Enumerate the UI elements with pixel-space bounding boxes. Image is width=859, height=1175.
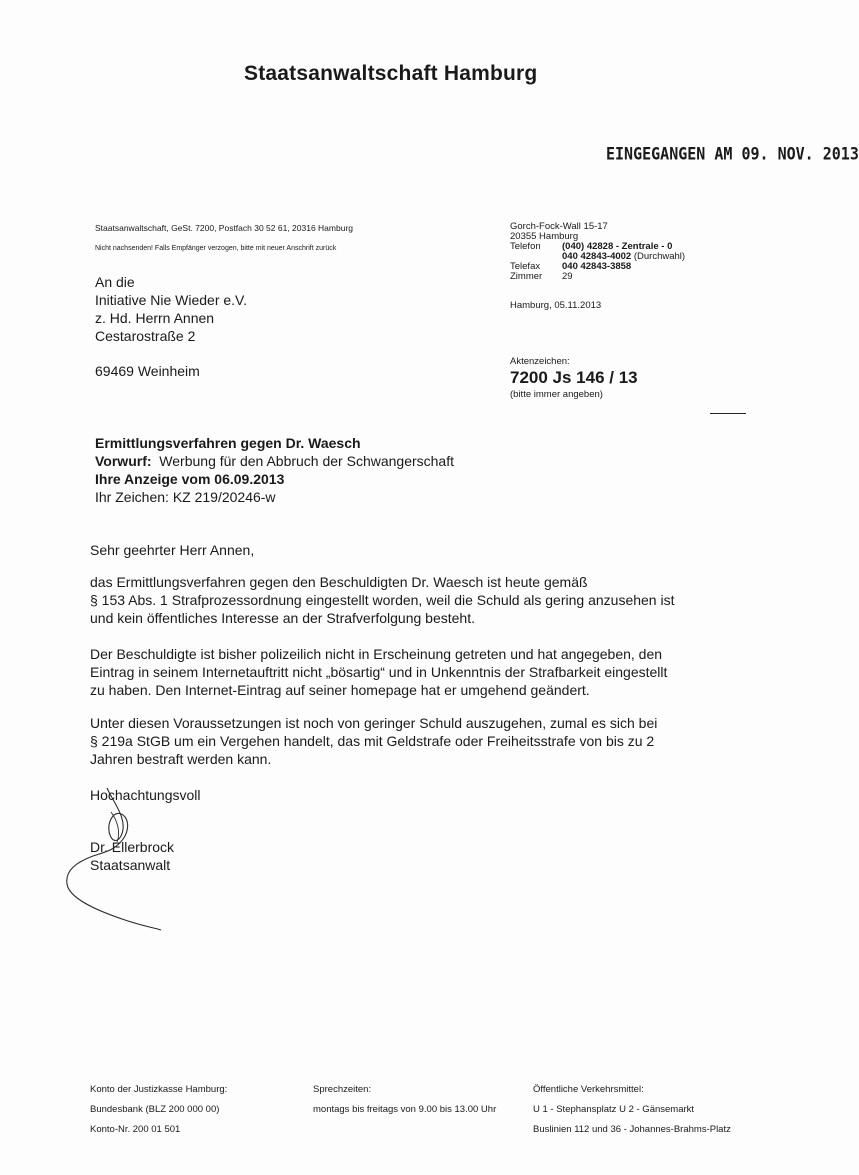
paragraph-line: und kein öffentliches Interesse an der Strafverfolgung besteht. <box>90 610 475 626</box>
received-stamp: EINGEGANGEN AM 09. NOV. 2013 <box>606 143 859 165</box>
paragraph-line: zu haben. Den Internet-Eintrag auf seiner homepage hat er umgehend geändert. <box>90 682 590 698</box>
footer-bank <box>90 1080 227 1140</box>
contact-block <box>510 222 685 282</box>
recipient-line: An die <box>95 274 135 290</box>
subject-line: Ermittlungsverfahren gegen Dr. Waesch <box>95 435 361 451</box>
footer-line: U 1 - Stephansplatz U 2 - Gänsemarkt <box>533 1104 695 1115</box>
footer-line: Sprechzeiten: <box>313 1084 372 1095</box>
recipient-address <box>95 273 247 345</box>
vorwurf-value: Werbung für den Abbruch der Schwangerschaft <box>159 453 454 469</box>
paragraph-line: § 219a StGB um ein Vergehen handelt, das mit Geldstrafe oder Freiheitsstrafe von bis zu 2 <box>90 733 655 749</box>
paragraph <box>90 573 674 627</box>
footer-line: Konto-Nr. 200 01 501 <box>90 1124 181 1135</box>
paragraph-line: Eintrag in seinem Internetauftritt nicht „bösartig“ und in Unkenntnis der Strafbarkeit eingestellt <box>90 664 668 680</box>
paragraph-line: § 153 Abs. 1 Strafprozessordnung eingestellt worden, weil die Schuld als gering anzusehen ist <box>90 592 675 608</box>
closing: Hochachtungsvoll <box>90 787 201 803</box>
durchwahl-number: 040 42843-4002 <box>562 251 632 262</box>
aktenzeichen-note: (bitte immer angeben) <box>510 389 603 400</box>
vorwurf-label: Vorwurf: <box>95 453 152 469</box>
telefax-label: Telefax <box>510 261 541 272</box>
recipient-line: Cestarostraße 2 <box>95 328 196 344</box>
paragraph-line: Unter diesen Voraussetzungen ist noch von geringer Schuld auszugehen, zumal es sich bei <box>90 715 658 731</box>
footer-line: montags bis freitags von 9.00 bis 13.00 Uhr <box>313 1104 497 1115</box>
subject-block <box>95 434 454 506</box>
subject-line: Ihre Anzeige vom 06.09.2013 <box>95 471 285 487</box>
page-title: Staatsanwaltschaft Hamburg <box>244 62 538 85</box>
recipient-line: z. Hd. Herrn Annen <box>95 310 215 326</box>
footer-line: Konto der Justizkasse Hamburg: <box>90 1084 228 1095</box>
fold-mark <box>710 413 746 414</box>
zimmer-value: 29 <box>562 271 573 282</box>
subject-line: Ihr Zeichen: KZ 219/20246-w <box>95 489 276 505</box>
signer-title: Staatsanwalt <box>90 857 171 873</box>
recipient-line: Initiative Nie Wieder e.V. <box>95 292 247 308</box>
footer-transport <box>533 1080 731 1140</box>
paragraph <box>90 645 667 699</box>
footer-line: Öffentliche Verkehrsmittel: <box>533 1084 644 1095</box>
telefax-value: 040 42843-3858 <box>562 261 632 272</box>
contact-street: Gorch-Fock-Wall 15-17 <box>510 221 608 232</box>
aktenzeichen-label: Aktenzeichen: <box>510 356 570 367</box>
footer-line: Buslinien 112 und 36 - Johannes-Brahms-Platz <box>533 1124 731 1135</box>
paragraph <box>90 714 657 768</box>
sender-return-line: Staatsanwaltschaft, GeSt. 7200, Postfach 30 52 61, 20316 Hamburg <box>95 223 353 233</box>
letter-date: Hamburg, 05.11.2013 <box>510 300 602 311</box>
contact-city: 20355 Hamburg <box>510 231 579 242</box>
telefon-value: (040) 42828 - Zentrale - 0 <box>562 241 673 252</box>
forward-note: Nicht nachsenden! Falls Empfänger verzogen, bitte mit neuer Anschrift zurück <box>95 245 337 252</box>
footer-hours <box>313 1080 496 1120</box>
recipient-city: 69469 Weinheim <box>95 363 200 379</box>
paragraph-line: Jahren bestraft werden kann. <box>90 751 272 767</box>
paragraph-line: Der Beschuldigte ist bisher polizeilich nicht in Erscheinung getreten und hat angegeben, den <box>90 646 663 662</box>
zimmer-label: Zimmer <box>510 271 543 282</box>
signature <box>55 780 185 940</box>
telefon-label: Telefon <box>510 241 541 252</box>
paragraph-line: das Ermittlungsverfahren gegen den Beschuldigten Dr. Waesch ist heute gemäß <box>90 574 588 590</box>
footer-line: Bundesbank (BLZ 200 000 00) <box>90 1104 220 1115</box>
salutation: Sehr geehrter Herr Annen, <box>90 542 255 558</box>
signer-name: Dr. Ellerbrock <box>90 839 175 855</box>
durchwahl-label: (Durchwahl) <box>633 251 686 262</box>
aktenzeichen-value: 7200 Js 146 / 13 <box>510 368 638 387</box>
